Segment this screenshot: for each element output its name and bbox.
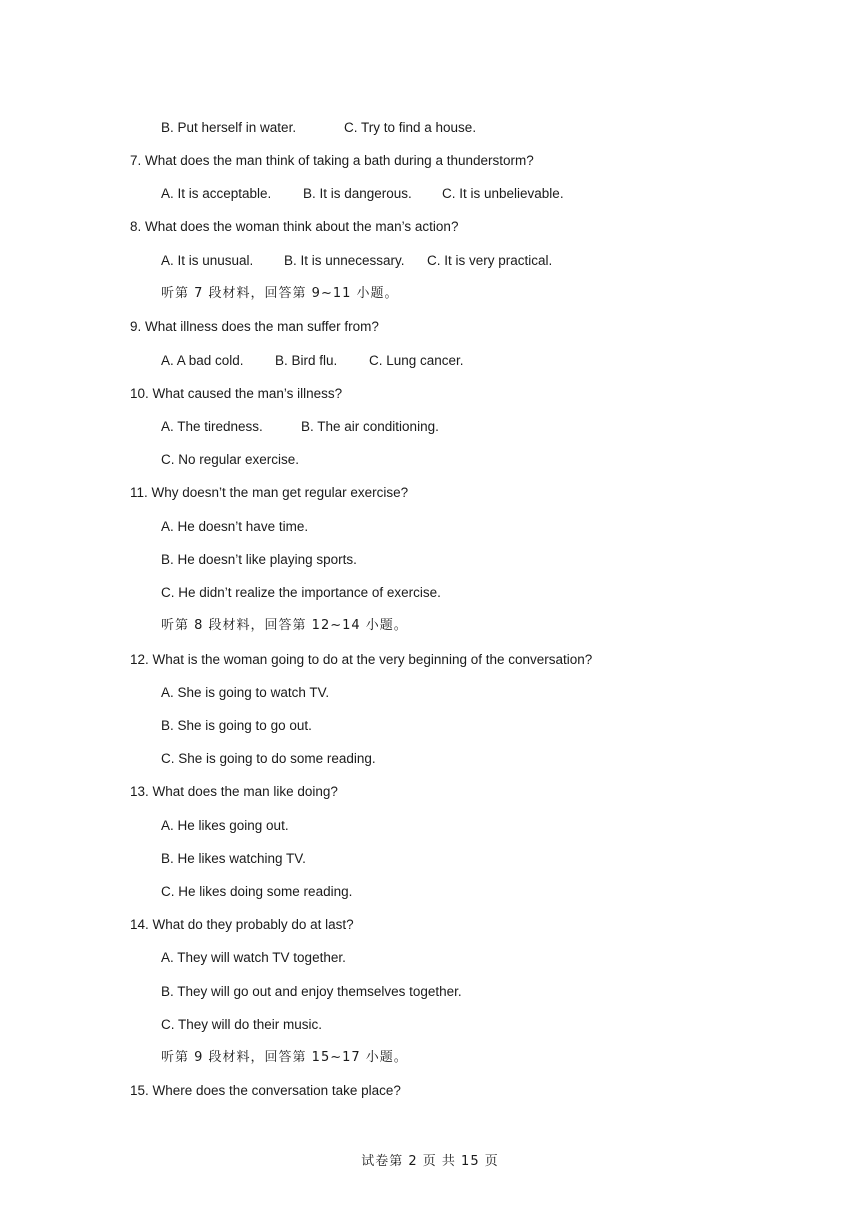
- option-b: B. They will go out and enjoy themselves together.: [161, 984, 462, 999]
- option-c: C. No regular exercise.: [161, 452, 300, 467]
- question-10: 10. What caused the man’s illness?: [130, 386, 343, 401]
- option-c: C. She is going to do some reading.: [161, 751, 376, 766]
- option-c: C. Try to find a house.: [344, 120, 477, 135]
- section-heading-7: 听第 7 段材料，回答第 9~11 小题。: [161, 286, 399, 301]
- option-b: B. He doesn’t like playing sports.: [161, 552, 357, 567]
- question-9: 9. What illness does the man suffer from?: [130, 319, 379, 334]
- q7-options-row: [161, 185, 564, 203]
- question-8: 8. What does the woman think about the man’s action?: [130, 219, 459, 234]
- option-b: B. It is dangerous.: [303, 186, 412, 201]
- option-c: C. He didn’t realize the importance of exercise.: [161, 585, 441, 600]
- q9-options-row: [161, 352, 464, 370]
- option-a: A. It is unusual.: [161, 253, 254, 268]
- question-13: 13. What does the man like doing?: [130, 784, 338, 799]
- option-a: A. A bad cold.: [161, 353, 244, 368]
- option-b: B. Put herself in water.: [161, 120, 297, 135]
- page-footer: 试卷第 2 页 共 15 页: [361, 1154, 499, 1169]
- option-a: A. He doesn’t have time.: [161, 519, 309, 534]
- option-c: C. It is very practical.: [427, 253, 553, 268]
- question-15: 15. Where does the conversation take place?: [130, 1083, 401, 1098]
- q10-options-row: [161, 418, 439, 436]
- option-b: B. He likes watching TV.: [161, 851, 306, 866]
- section-heading-8: 听第 8 段材料，回答第 12~14 小题。: [161, 618, 408, 633]
- section-heading-9: 听第 9 段材料，回答第 15~17 小题。: [161, 1050, 408, 1065]
- question-12: 12. What is the woman going to do at the very beginning of the conversation?: [130, 652, 593, 667]
- q6-options-row: [161, 119, 476, 137]
- option-a: A. They will watch TV together.: [161, 950, 346, 965]
- option-c: C. He likes doing some reading.: [161, 884, 353, 899]
- question-7: 7. What does the man think of taking a bath during a thunderstorm?: [130, 153, 534, 168]
- option-b: B. Bird flu.: [275, 353, 338, 368]
- option-a: A. It is acceptable.: [161, 186, 272, 201]
- option-c: C. They will do their music.: [161, 1017, 323, 1032]
- option-b: B. The air conditioning.: [301, 419, 439, 434]
- option-a: A. He likes going out.: [161, 818, 289, 833]
- question-14: 14. What do they probably do at last?: [130, 917, 354, 932]
- q8-options-row: [161, 252, 552, 270]
- option-a: A. The tiredness.: [161, 419, 263, 434]
- option-c: C. Lung cancer.: [369, 353, 464, 368]
- option-b: B. It is unnecessary.: [284, 253, 405, 268]
- option-a: A. She is going to watch TV.: [161, 685, 330, 700]
- question-11: 11. Why doesn’t the man get regular exercise?: [130, 485, 409, 500]
- option-b: B. She is going to go out.: [161, 718, 312, 733]
- option-c: C. It is unbelievable.: [442, 186, 564, 201]
